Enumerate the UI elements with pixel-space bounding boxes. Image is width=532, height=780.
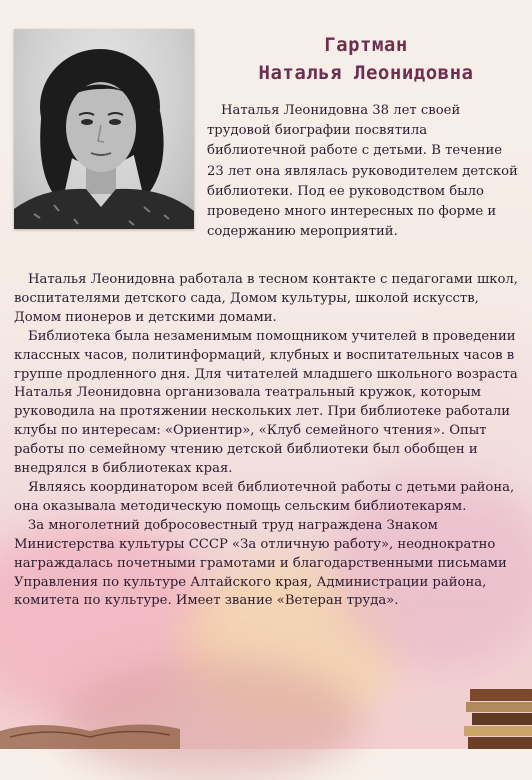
paragraph: За многолетний добросовестный труд награждена Знаком Министерства культуры СССР «За отличную работу», неоднократно награждалась почетными грамотами и благодарственными письмами Управления по культуре Алтайского края, Администрации района, комитета по культуре. Имеет звание «Ветеран труда». — [14, 517, 507, 609]
title-surname: Гартман — [324, 34, 408, 56]
paragraph: Библиотека была незаменимым помощником учителей в проведении классных часов, политинформаций, клубных и воспитательных часов в группе продленного дня. Для читателей младшего школьного возраста Наталья Леонидовна организовала театральный кружок, которым руководила на протяжении нескольких лет. При библиотеке работали клубы по интересам: «Ориентир», «Клуб семейного чтения». Опыт работы по семейному чтению детской библиотеки был обобщен и внедрялся в библиотеках края. — [14, 328, 518, 477]
paragraph: Наталья Леонидовна работала в тесном контакте с педагогами школ, воспитателями детского сада, Домом культуры, школой искусств, Домом пионеров и детскими домами. — [14, 272, 518, 325]
intro-text: Наталья Леонидовна 38 лет своей трудовой биографии посвятила библиотечной работе с детьми. В течение 23 лет она являлась руководителем детской библиотеки. Под ее руководством было проведено много интересных по форме и содержанию мероприятий. — [207, 103, 518, 240]
paragraph: Являясь координатором всей библиотечной работы с детьми района, она оказывала методическую помощь сельским библиотекарям. — [14, 479, 515, 514]
portrait-photo — [14, 29, 194, 229]
book-stack-decoration — [462, 669, 532, 749]
title-name: Наталья Леонидовна — [258, 62, 474, 84]
open-book-decoration — [0, 709, 180, 749]
intro-paragraph — [207, 101, 519, 242]
biography-body — [14, 271, 518, 611]
